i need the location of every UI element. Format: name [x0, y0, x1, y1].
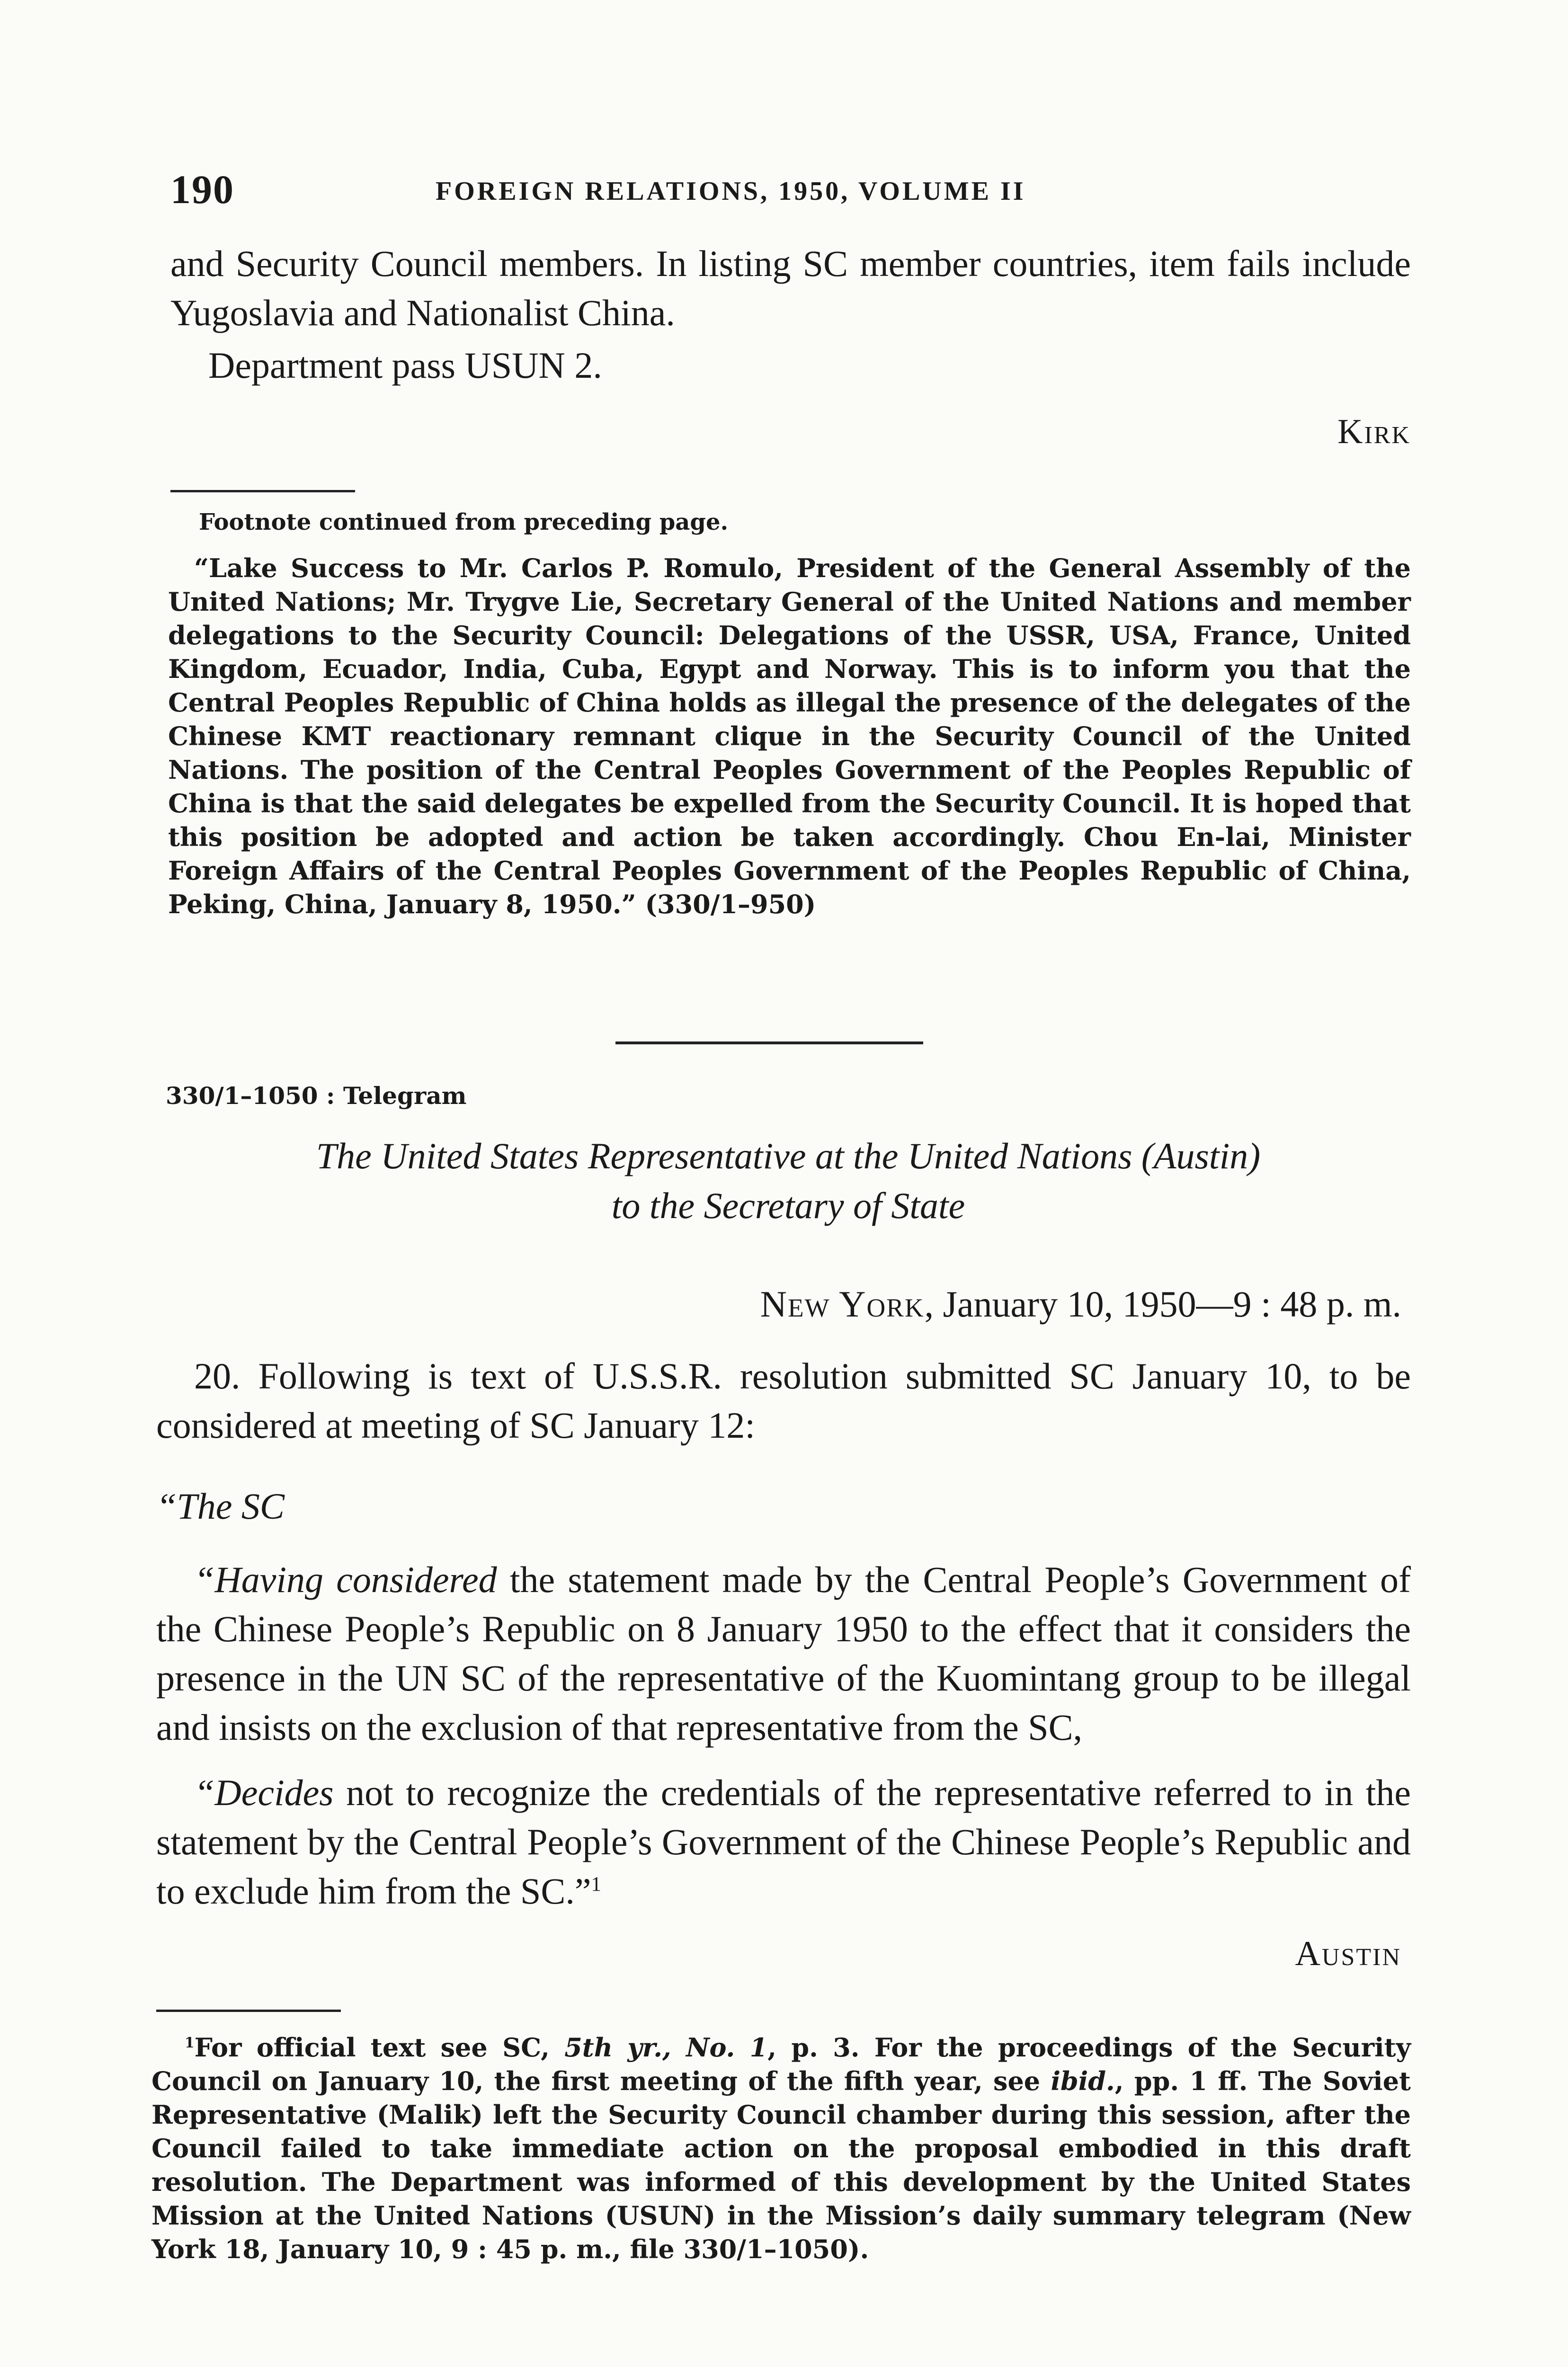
footnote-1	[151, 2031, 1411, 2266]
footnote-continued-label: Footnote continued from preceding page.	[199, 509, 729, 535]
running-head	[170, 166, 1411, 213]
footnote-divider-2	[156, 2010, 341, 2012]
dateline-date: , January 10, 1950—9 : 48 p. m.	[924, 1283, 1401, 1325]
signature-kirk: Kirk	[1337, 412, 1411, 451]
continued-paragraph: and Security Council members. In listing SC member countries, item fails include Yugoslavia and Nationalist China.	[170, 243, 1411, 333]
considered-body: the statement made by the Central People’s Government of the Chinese People’s Republic on 8 January 1950 to the effect that it considers the presence in the UN SC of the representative of the Kuomintang group to be illegal and insists on the exclusion of that representative from the SC,	[156, 1559, 1411, 1748]
decides-body: not to recognize the credentials of the representative referred to in the statement by the Central People’s Government of the Chinese People’s Republic and to exclude him from the SC.”	[156, 1772, 1411, 1912]
dateline	[170, 1283, 1401, 1326]
resolution-heading: “The SC	[156, 1486, 285, 1527]
page-number: 190	[170, 167, 234, 212]
footnote-1-citation: 5th yr., No. 1	[564, 2032, 768, 2063]
footnote-1-text-c: , p. 3. For the proceedings of the Security Council on January 10, the first meeting of the fifth year, see	[151, 2032, 1411, 2096]
file-id: 330/1–1050 : Telegram	[166, 1082, 467, 1110]
footnote-1-text-e: , pp. 1 ff. The Soviet Representative (Malik) left the Security Council chamber during this session, after the Council failed to take immediate action on the proposal embodied in this draft resolution. The Department was informed of this development by the United States Mission at the United Nations (USUN) in the Mission’s daily summary telegram (New York 18, January 10, 9 : 45 p. m., file 330/1–1050).	[151, 2066, 1411, 2264]
decides-text: “Decides	[194, 1772, 334, 1813]
having-considered-text: “Having considered	[194, 1559, 497, 1600]
document-title-line2: to the Secretary of State	[611, 1185, 965, 1226]
footnote-continued-text: “Lake Success to Mr. Carlos P. Romulo, President of the General Assembly of the United Nations; Mr. Trygve Lie, Secretary General of the United Nations and member delegations to the Security Council: Delegations of the USSR, USA, France, United Kingdom, Ecuador, India, Cuba, Egypt and Norway. This is to inform you that the Central Peoples Republic of China holds as illegal the presence of the delegates of the Chinese KMT reactionary remnant clique in the Security Council of the United Nations. The position of the Central Peoples Government of the Peoples Republic of China is that the said delegates be expelled from the Security Council. It is hoped that this position be adopted and action be taken accordingly. Chou En-lai, Minister Foreign Affairs of the Central Peoples Government of the Peoples Republic of China, Peking, China, January 8, 1950.” (330/1–950)	[168, 553, 1411, 919]
footnote-1-text-a: For official text see SC,	[194, 2032, 565, 2063]
resolution-paragraph-decides	[156, 1768, 1411, 1916]
footnote-1-ibid: ibid.	[1051, 2066, 1115, 2096]
section-divider	[615, 1041, 923, 1044]
department-pass-line: Department pass USUN 2.	[208, 345, 602, 386]
footnote-reference: 1	[591, 1873, 601, 1895]
footnote-1-marker: 1	[185, 2035, 195, 2051]
resolution-paragraph-considered	[156, 1555, 1411, 1752]
telegram-paragraph-1: 20. Following is text of U.S.S.R. resolution submitted SC January 10, to be considered at meeting of SC January 12:	[156, 1355, 1411, 1446]
signature-austin: Austin	[1295, 1934, 1401, 1973]
document-title-line1: The United States Representative at the United Nations (Austin)	[316, 1135, 1261, 1176]
footnote-divider	[170, 490, 355, 492]
dateline-place: New York	[760, 1283, 925, 1325]
running-title: FOREIGN RELATIONS, 1950, VOLUME II	[436, 177, 1026, 206]
